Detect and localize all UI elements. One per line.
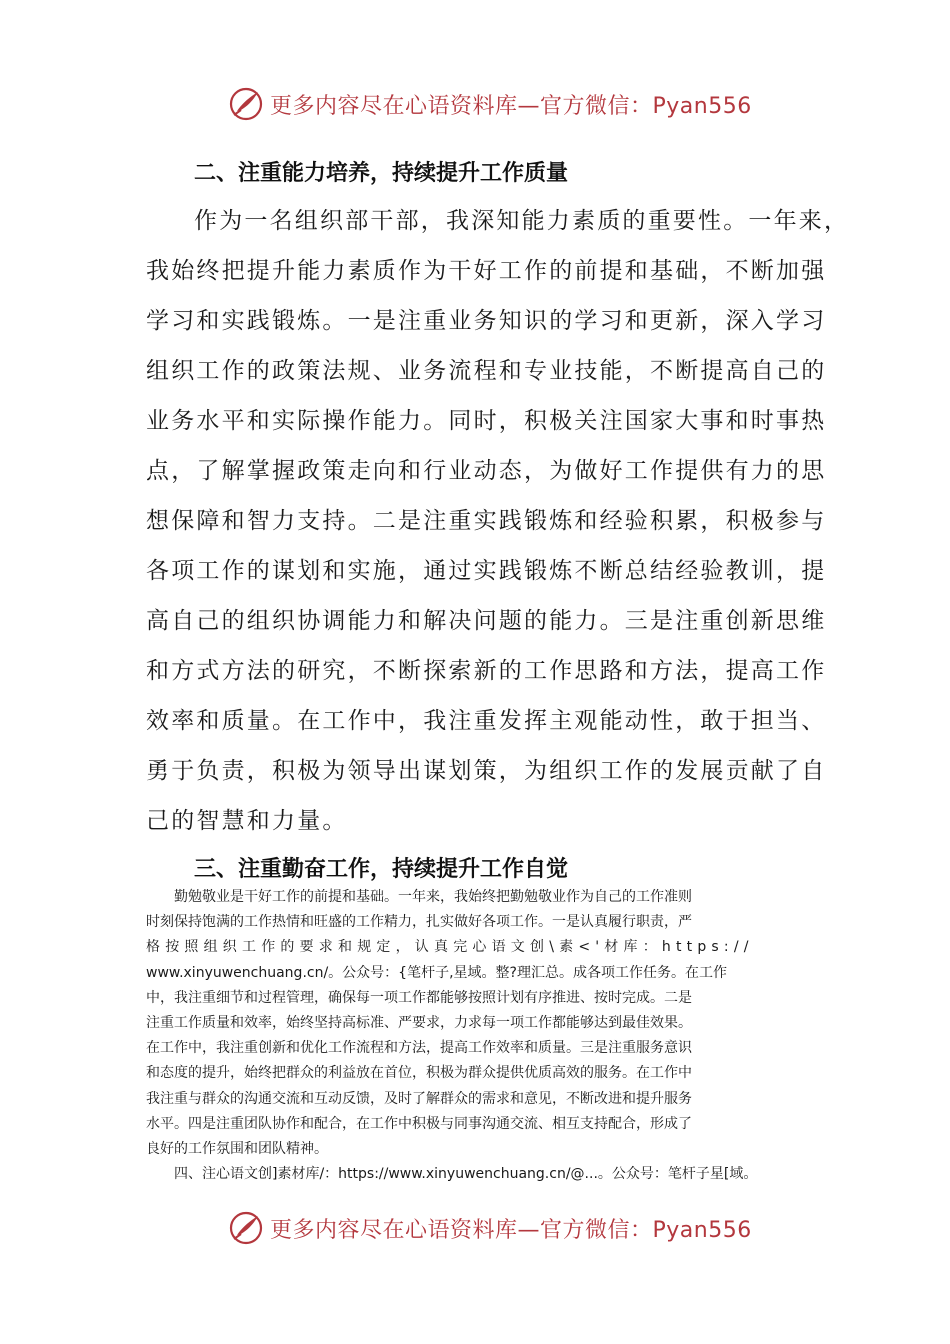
paragraph-line: 想保障和智力支持。二是注重实践锻炼和经验积累，积极参与 <box>146 508 827 534</box>
paragraph-line: 我注重与群众的沟通交流和互动反馈，及时了解群众的需求和意见，不断改进和提升服务 <box>146 1090 692 1107</box>
footer-banner <box>228 1208 752 1248</box>
paragraph-line: 水平。四是注重团队协作和配合，在工作中积极与同事沟通交流、相互支持配合，形成了 <box>146 1115 692 1132</box>
paragraph-line: 我始终把提升能力素质作为干好工作的前提和基础，不断加强 <box>146 258 827 284</box>
paragraph-line: www.xinyuwenchuang.cn/。公众号：{笔杆子,星域。整?理汇总。成各项工作任务。在工作 <box>146 964 727 981</box>
paragraph-line: 作为一名组织部干部，我深知能力素质的重要性。一年来， <box>194 208 850 234</box>
section-heading: 三、注重勤奋工作，持续提升工作自觉 <box>194 857 569 882</box>
paragraph-line: 和态度的提升，始终把群众的利益放在首位，积极为群众提供优质高效的服务。在工作中 <box>146 1065 692 1082</box>
paragraph-line: 勇于负责，积极为领导出谋划策，为组织工作的发展贡献了自 <box>146 758 827 784</box>
paragraph-line: 注重工作质量和效率，始终坚持高标准、严要求，力求每一项工作都能够达到最佳效果。 <box>146 1014 692 1031</box>
quill-logo-icon <box>228 1210 264 1246</box>
paragraph-line: 组织工作的政策法规、业务流程和专业技能，不断提高自己的 <box>146 358 827 384</box>
paragraph-line: 业务水平和实际操作能力。同时，积极关注国家大事和时事热 <box>146 408 827 434</box>
header-banner <box>228 84 752 124</box>
paragraph-line: 良好的工作氛围和团队精神。 <box>146 1140 328 1157</box>
paragraph-line: 时刻保持饱满的工作热情和旺盛的工作精力，扎实做好各项工作。一是认真履行职责，严 <box>146 914 692 931</box>
paragraph-line: 和方式方法的研究，不断探索新的工作思路和方法，提高工作 <box>146 658 827 684</box>
paragraph-line: 各项工作的谋划和实施，通过实践锻炼不断总结经验教训，提 <box>146 558 827 584</box>
banner-text: 更多内容尽在心语资料库—官方微信：Pyan556 <box>270 1217 752 1243</box>
paragraph-line: 格按照组织工作的要求和规定，认真完心语文创\素<'材库：https:// <box>146 939 754 956</box>
paragraph-line: 中，我注重细节和过程管理，确保每一项工作都能够按照计划有序推进、按时完成。二是 <box>146 989 692 1006</box>
paragraph-line: 己的智慧和力量。 <box>146 808 348 834</box>
quill-logo-icon <box>228 86 264 122</box>
paragraph-line: 在工作中，我注重创新和优化工作流程和方法，提高工作效率和质量。三是注重服务意识 <box>146 1040 692 1057</box>
section-3-paragraph <box>146 885 812 1162</box>
section-4-first-line: 四、注心语文创]素材库/：https://www.xinyuwenchuang.cn/@...。公众号：笔杆子星[域。 <box>174 1166 758 1182</box>
paragraph-line: 效率和质量。在工作中，我注重发挥主观能动性，敢于担当、 <box>146 708 827 734</box>
section-2-paragraph <box>146 196 850 846</box>
section-heading: 二、注重能力培养，持续提升工作质量 <box>194 161 569 186</box>
paragraph-line: 点，了解掌握政策走向和行业动态，为做好工作提供有力的思 <box>146 458 827 484</box>
paragraph-line: 学习和实践锻炼。一是注重业务知识的学习和更新，深入学习 <box>146 308 827 334</box>
banner-text: 更多内容尽在心语资料库—官方微信：Pyan556 <box>270 93 752 119</box>
paragraph-line: 高自己的组织协调能力和解决问题的能力。三是注重创新思维 <box>146 608 827 634</box>
paragraph-line: 勤勉敬业是干好工作的前提和基础。一年来，我始终把勤勉敬业作为自己的工作准则 <box>174 889 692 905</box>
